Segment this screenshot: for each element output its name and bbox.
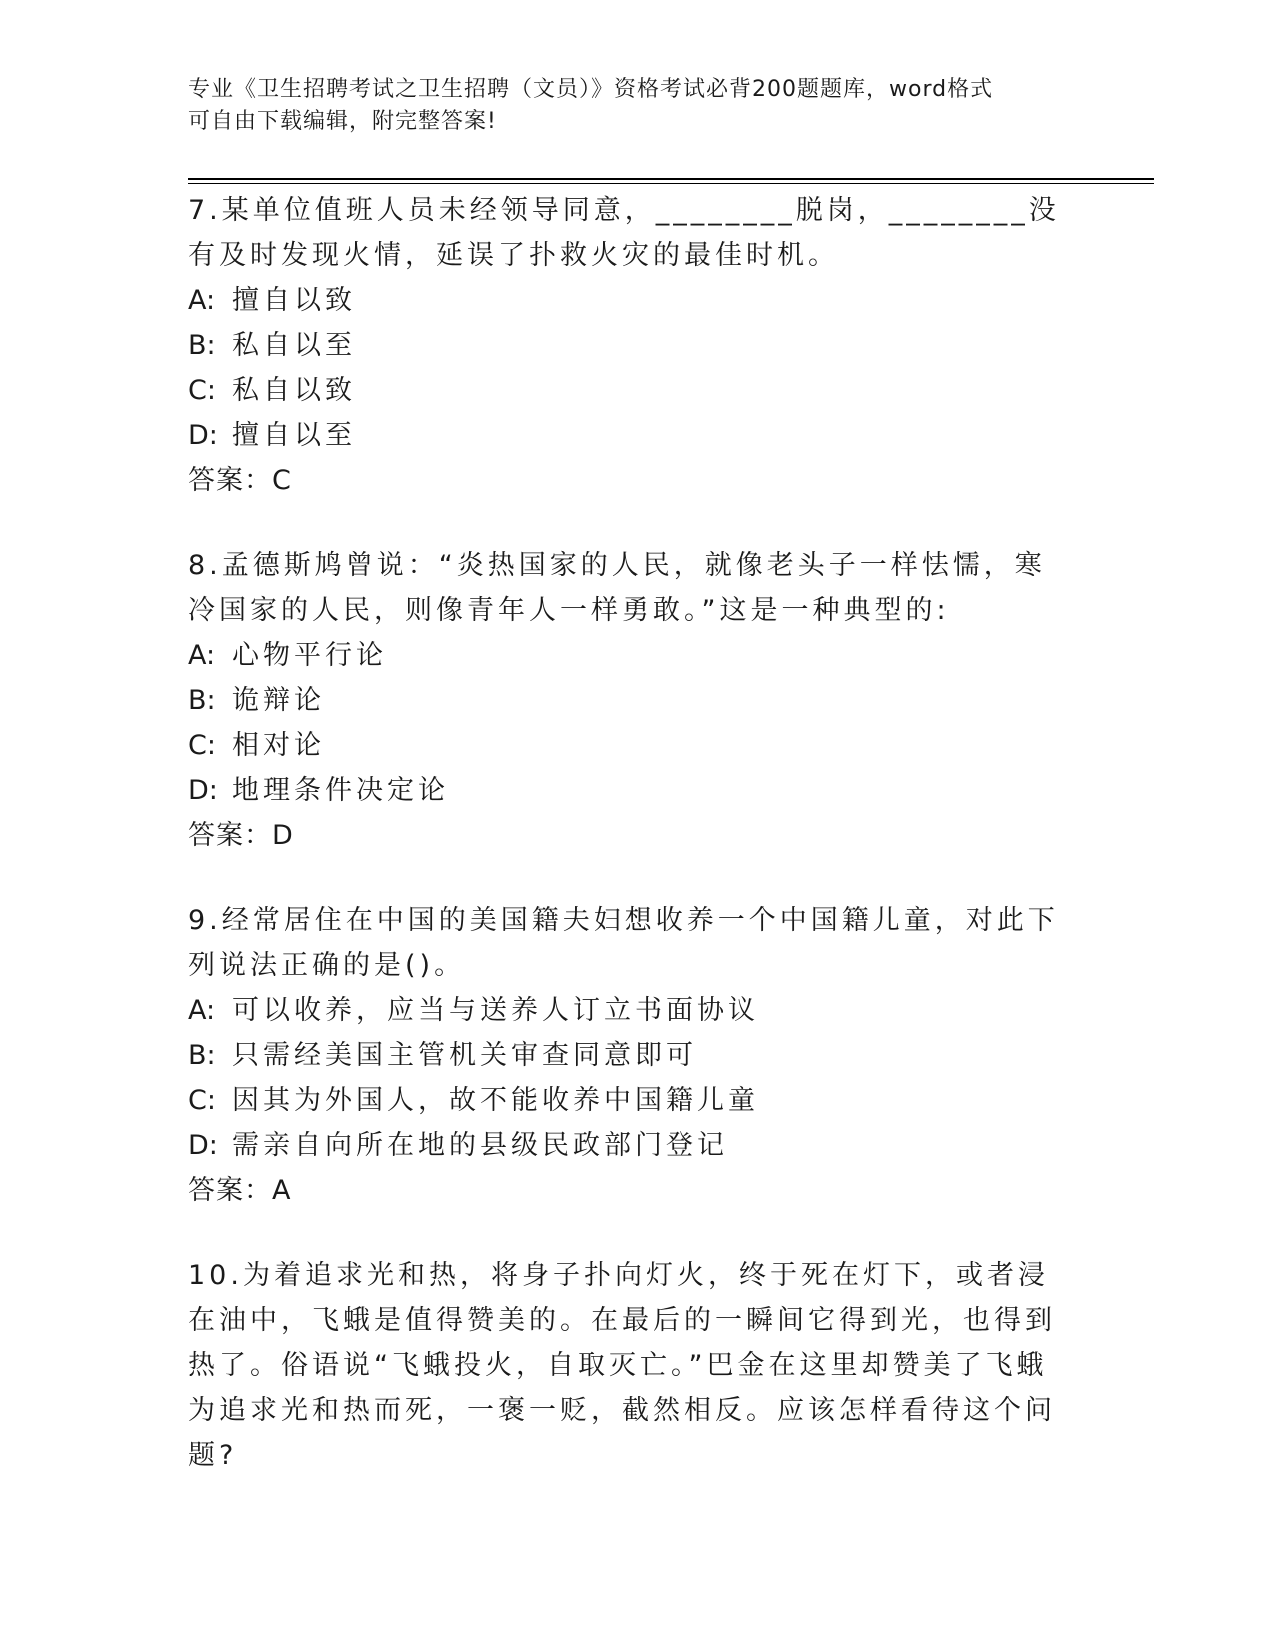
option-d xyxy=(188,413,1068,458)
option-text: 可以收养，应当与送养人订立书面协议 xyxy=(232,995,759,1026)
question-8 xyxy=(188,543,1068,858)
option-text: 地理条件决定论 xyxy=(232,775,449,806)
option-key: A: xyxy=(188,640,216,671)
answer-label: 答案：D xyxy=(188,820,294,851)
option-c xyxy=(188,1078,1068,1123)
question-text: 10.为着追求光和热，将身子扑向灯火，终于死在灯下，或者浸在油中，飞蛾是值得赞美的。在最后的一瞬间它得到光，也得到热了。俗语说“飞蛾投火，自取灭亡。”巴金在这里却赞美了飞蛾为追求光和热而死，一褒一贬，截然相反。应该怎样看待这个问题? xyxy=(188,1260,1056,1471)
option-key: A: xyxy=(188,285,216,316)
document-header xyxy=(188,74,1088,138)
question-text: 7.某单位值班人员未经领导同意，________脱岗，________没有及时发现火情，延误了扑救火灾的最佳时机。 xyxy=(188,195,1060,271)
header-divider-thick xyxy=(188,178,1154,180)
option-text: 擅自以致 xyxy=(232,285,356,316)
option-c xyxy=(188,723,1068,768)
option-text: 需亲自向所在地的县级民政部门登记 xyxy=(232,1130,728,1161)
option-key: B: xyxy=(188,685,216,716)
option-text: 相对论 xyxy=(232,730,325,761)
option-text: 擅自以至 xyxy=(232,420,356,451)
option-key: D: xyxy=(188,1130,218,1161)
option-b xyxy=(188,678,1068,723)
option-d xyxy=(188,768,1068,813)
option-key: D: xyxy=(188,775,218,806)
option-key: B: xyxy=(188,1040,216,1071)
option-key: B: xyxy=(188,330,216,361)
header-divider-thin xyxy=(188,183,1154,184)
question-list xyxy=(188,188,1068,1518)
answer-label: 答案：A xyxy=(188,1175,292,1206)
option-text: 私自以致 xyxy=(232,375,356,406)
option-c xyxy=(188,368,1068,413)
option-a xyxy=(188,633,1068,678)
option-d xyxy=(188,1123,1068,1168)
option-key: C: xyxy=(188,730,216,761)
option-key: C: xyxy=(188,375,216,406)
option-key: A: xyxy=(188,995,216,1026)
question-text: 8.孟德斯鸠曾说：“炎热国家的人民，就像老头子一样怯懦，寒冷国家的人民，则像青年人一样勇敢。”这是一种典型的: xyxy=(188,550,1046,626)
option-text: 心物平行论 xyxy=(232,640,387,671)
question-9 xyxy=(188,898,1068,1213)
question-text: 9.经常居住在中国的美国籍夫妇想收养一个中国籍儿童，对此下列说法正确的是()。 xyxy=(188,905,1059,981)
option-key: D: xyxy=(188,420,218,451)
question-10 xyxy=(188,1253,1068,1478)
option-text: 因其为外国人，故不能收养中国籍儿童 xyxy=(232,1085,759,1116)
option-b xyxy=(188,1033,1068,1078)
header-line-2: 可自由下载编辑，附完整答案! xyxy=(188,109,497,134)
option-a xyxy=(188,988,1068,1033)
header-line-1: 专业《卫生招聘考试之卫生招聘（文员）》资格考试必背200题题库，word格式 xyxy=(188,77,994,102)
option-text: 只需经美国主管机关审查同意即可 xyxy=(232,1040,697,1071)
option-text: 私自以至 xyxy=(232,330,356,361)
option-b xyxy=(188,323,1068,368)
answer-label: 答案：C xyxy=(188,465,292,496)
option-text: 诡辩论 xyxy=(232,685,325,716)
question-7 xyxy=(188,188,1068,503)
option-a xyxy=(188,278,1068,323)
option-key: C: xyxy=(188,1085,216,1116)
